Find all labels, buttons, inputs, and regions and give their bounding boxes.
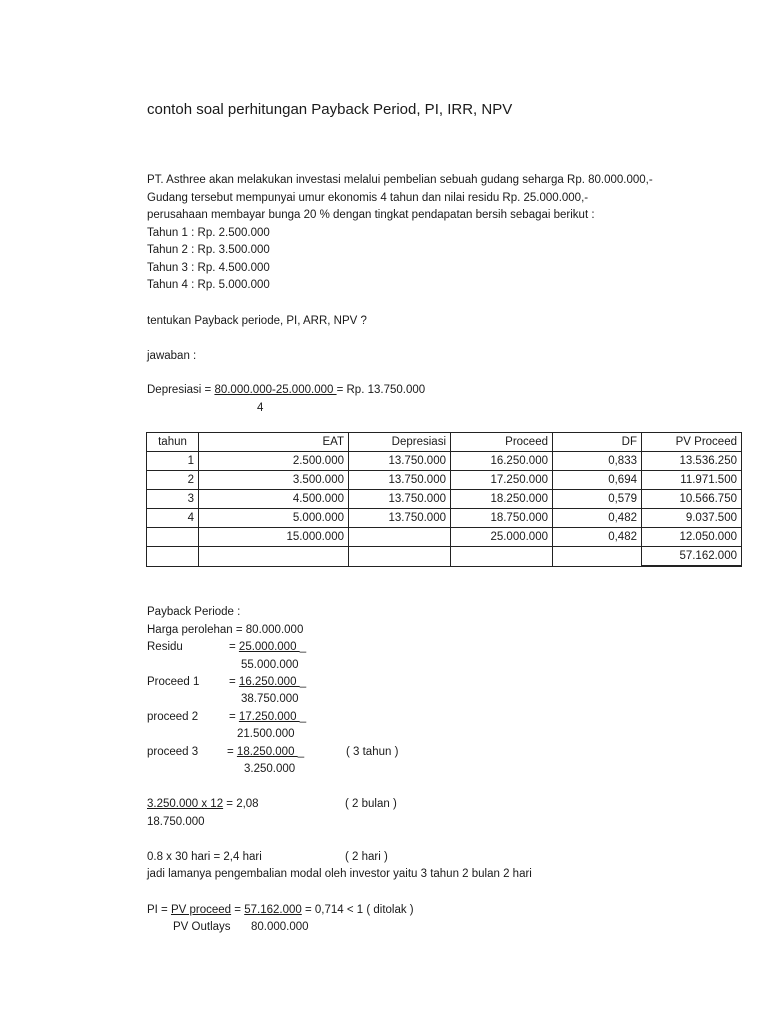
proceed-2-label: proceed 2 [147,711,199,723]
table-cell: 18.250.000 [451,490,553,509]
intro-line-3: perusahaan membayar bunga 20 % dengan tingkat pendapatan bersih sebagai berikut : [147,209,595,221]
equals-sign: = [231,904,245,916]
hari-calc: 0.8 x 30 hari = 2,4 hari [147,851,262,863]
table-cell: 17.250.000 [451,471,553,490]
bulan-calc [147,797,259,811]
table-cell-empty [199,547,349,567]
days-note: ( 2 hari ) [345,851,388,863]
table-cell [147,528,199,547]
table-cell: 10.566.750 [642,490,742,509]
question: tentukan Payback periode, PI, ARR, NPV ? [147,315,367,327]
depresiasi-result: = Rp. 13.750.000 [336,384,426,396]
table-cell: 13.750.000 [349,471,451,490]
table-cell: 0,833 [553,452,642,471]
pi-denominator-value: 80.000.000 [251,921,309,933]
pi-result: = 0,714 < 1 ( ditolak ) [301,904,414,916]
harga-perolehan: Harga perolehan = 80.000.000 [147,624,304,636]
payback-heading: Payback Periode : [147,606,241,618]
depresiasi-denominator: 4 [257,402,264,414]
intro-year-4: Tahun 4 : Rp. 5.000.000 [147,279,270,291]
calculation-table [146,432,742,567]
pi-numerator-value: 57.162.000 [244,904,302,916]
equals-sign: = [229,676,239,688]
table-cell: 0,482 [553,509,642,528]
intro-line-1: PT. Asthree akan melakukan investasi melalui pembelian sebuah gudang seharga Rp. 80.000.000,- [147,174,653,186]
header-cell: Proceed [451,433,553,452]
table-header-row [147,433,742,452]
table-row [147,452,742,471]
table-cell [349,528,451,547]
table-cell: 18.750.000 [451,509,553,528]
bulan-numerator: 3.250.000 x 12 [147,798,224,810]
intro-year-1: Tahun 1 : Rp. 2.500.000 [147,227,270,239]
proceed-2-value: 17.250.000 [238,711,300,723]
table-cell: 11.971.500 [642,471,742,490]
sisa-2: 38.750.000 [241,693,299,705]
table-cell: 13.750.000 [349,509,451,528]
proceed-3-label: proceed 3 [147,746,199,758]
sisa-4: 3.250.000 [244,763,296,775]
table-cell: 3.500.000 [199,471,349,490]
table-row [147,490,742,509]
header-cell: tahun [147,433,199,452]
table-cell: 2.500.000 [199,452,349,471]
table-cell: 16.250.000 [451,452,553,471]
months-note: ( 2 bulan ) [345,798,397,810]
pi-denominator-label: PV Outlays [173,921,231,933]
residu-value: 25.000.000 [238,641,300,653]
proceed-1-value: 16.250.000 [238,676,300,688]
intro-line-2: Gudang tersebut mempunyai umur ekonomis 4 tahun dan nilai residu Rp. 25.000.000,- [147,192,589,204]
table-total-row [147,547,742,567]
table-cell: 25.000.000 [451,528,553,547]
minus-sign: _ [299,711,307,723]
payback-conclusion: jadi lamanya pengembalian modal oleh investor yaitu 3 tahun 2 bulan 2 hari [147,868,532,880]
table-row-residu [147,528,742,547]
years-note: ( 3 tahun ) [346,746,399,758]
table-cell: 13.750.000 [349,452,451,471]
equals-sign: = [227,746,237,758]
bulan-result: = 2,08 [223,798,259,810]
table-cell-empty [147,547,199,567]
pi-numerator-label: PV proceed [170,904,232,916]
bulan-denominator: 18.750.000 [147,816,205,828]
equals-sign: = [229,711,239,723]
header-cell: DF [553,433,642,452]
table-cell: 13.536.250 [642,452,742,471]
table-cell: 4 [147,509,199,528]
sisa-1: 55.000.000 [241,659,299,671]
table-cell: 13.750.000 [349,490,451,509]
table-cell: 4.500.000 [199,490,349,509]
depresiasi-label: Depresiasi = [147,384,215,396]
residu-calc [229,640,306,654]
table-cell: 9.037.500 [642,509,742,528]
table-cell: 0,694 [553,471,642,490]
table-cell: 1 [147,452,199,471]
proceed-1-label: Proceed 1 [147,676,200,688]
table-cell: 15.000.000 [199,528,349,547]
table-cell-empty [451,547,553,567]
residu-label: Residu [147,641,183,653]
header-cell: PV Proceed [642,433,742,452]
table-cell-empty [349,547,451,567]
depresiasi-line [147,383,425,397]
answer-label: jawaban : [147,350,197,362]
minus-sign: _ [297,746,305,758]
proceed-3-calc [227,745,304,759]
table-row [147,471,742,490]
intro-year-3: Tahun 3 : Rp. 4.500.000 [147,262,270,274]
table-cell-empty [553,547,642,567]
equals-sign: = [229,641,239,653]
table-cell: 3 [147,490,199,509]
proceed-3-value: 18.250.000 [236,746,298,758]
table-cell: 2 [147,471,199,490]
table-row [147,509,742,528]
intro-year-2: Tahun 2 : Rp. 3.500.000 [147,244,270,256]
page-title: contoh soal perhitungan Payback Period, PI, IRR, NPV [147,101,513,118]
pi-label: PI = [147,904,171,916]
pv-total: 57.162.000 [642,547,742,567]
header-cell: EAT [199,433,349,452]
sisa-3: 21.500.000 [237,728,295,740]
pi-formula [147,903,414,917]
table-cell: 12.050.000 [642,528,742,547]
table-cell: 0,579 [553,490,642,509]
table-cell: 0,482 [553,528,642,547]
header-cell: Depresiasi [349,433,451,452]
proceed-1-calc [229,675,306,689]
table-cell: 5.000.000 [199,509,349,528]
proceed-2-calc [229,710,306,724]
minus-sign: _ [299,641,307,653]
minus-sign: _ [299,676,307,688]
depresiasi-numerator: 80.000.000-25.000.000 [214,384,337,396]
